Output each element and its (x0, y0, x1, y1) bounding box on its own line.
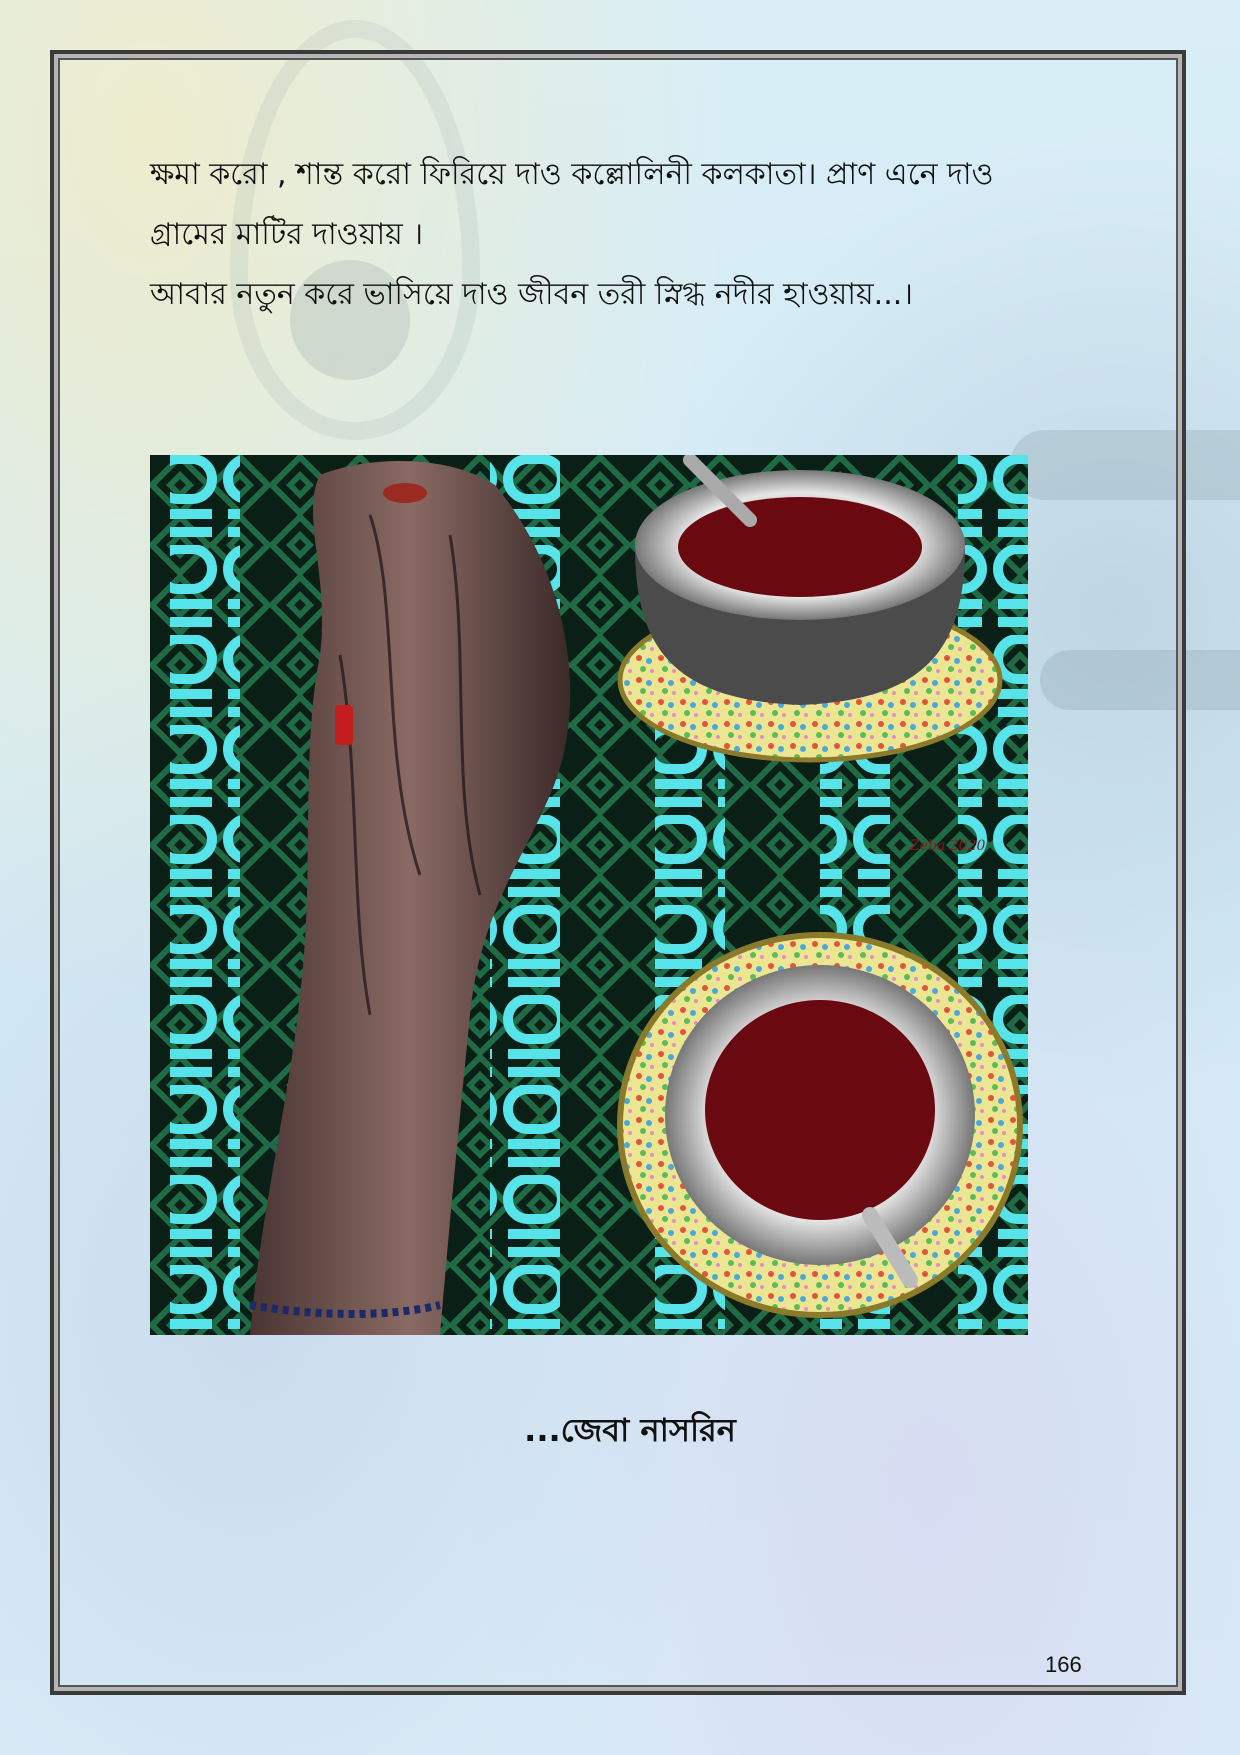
upper-tea (678, 497, 922, 597)
author-signature: ...জেবা নাসরিন (524, 1411, 736, 1449)
poem-text (150, 145, 1110, 325)
page-number: 166 (1045, 1652, 1082, 1677)
cyan-stripe-1 (170, 455, 240, 1335)
poem-line-3: আবার নতুন করে ভাসিয়ে দাও জীবন তরী স্নিগ্ধ নদীর হাওয়ায়...। (150, 277, 914, 312)
red-nail (335, 705, 353, 745)
poem-line-1: ক্ষমা করো , শান্ত করো ফিরিয়ে দাও কল্লোলিনী কলকাতা। প্রাণ এনে দাও (150, 157, 994, 192)
artist-signature: Zeba 2020 (910, 838, 986, 854)
poem-line-2: গ্রামের মাটির দাওয়ায় । (150, 217, 424, 252)
red-ring (383, 483, 427, 503)
artwork-image (150, 455, 1028, 1335)
lower-tea (705, 1000, 935, 1220)
artwork-illustration (150, 455, 1028, 1335)
